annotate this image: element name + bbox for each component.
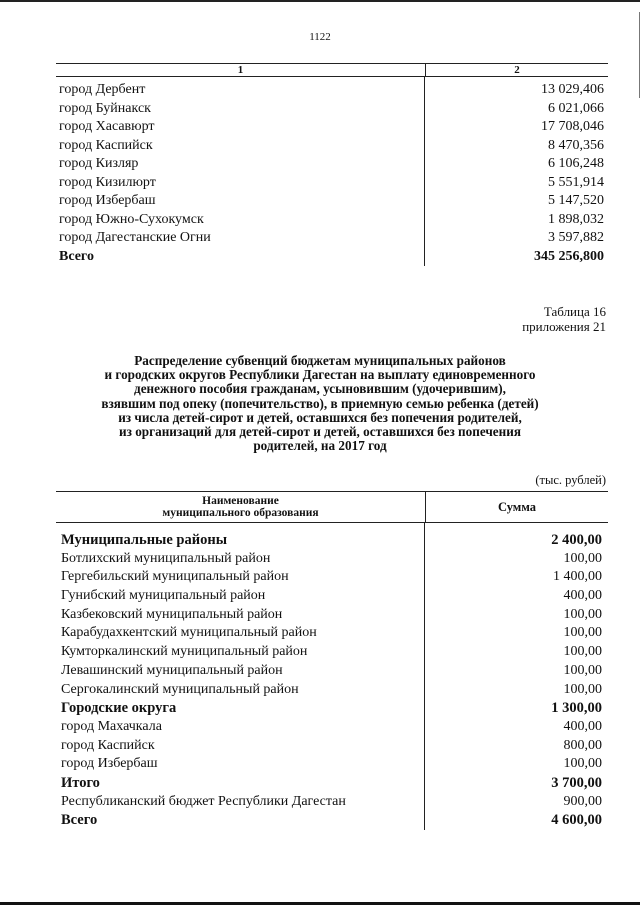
municipality-name: Республиканский бюджет Республики Дагестан [56, 793, 425, 812]
table-row-subtotal [56, 699, 608, 718]
municipality-name: город Южно-Сухокумск [56, 211, 425, 230]
table-body [56, 77, 608, 266]
municipality-name: город Махачкала [56, 718, 425, 737]
municipality-name: город Каспийск [56, 137, 425, 156]
amount-value: 400,00 [563, 718, 602, 734]
table-row [56, 155, 608, 174]
title-line: и городских округов Республики Дагестан на выплату единовременного [104, 367, 536, 383]
amount-value: 6 021,066 [548, 100, 604, 116]
table-header [56, 491, 608, 523]
amount-value: 5 147,520 [548, 193, 604, 208]
municipality-name: Кумторкалинский муниципальный район [56, 643, 425, 662]
title-line: из организаций для детей-сирот и детей, оставшихся без попечения [119, 424, 521, 440]
table-row [56, 755, 608, 774]
table-row [56, 248, 608, 267]
table-row [56, 192, 608, 211]
table-row-subtotal [56, 774, 608, 793]
table-row [56, 550, 608, 569]
municipality-name: Всего [56, 248, 425, 267]
municipality-name: город Каспийск [56, 737, 425, 756]
title-line: родителей, на 2017 год [253, 438, 387, 454]
amount-value: 6 106,248 [548, 156, 604, 171]
municipality-name: город Дагестанские Огни [56, 229, 425, 248]
table-row [56, 211, 608, 230]
municipality-name: Карабудахкентский муниципальный район [56, 624, 425, 643]
municipality-name: Сергокалинский муниципальный район [56, 681, 425, 700]
table-header [56, 63, 608, 77]
amount-value: 100,00 [563, 644, 602, 660]
amount-value: 400,00 [563, 588, 602, 604]
amount-value: 800,00 [563, 737, 602, 753]
title-line: из числа детей-сирот и детей, оставшихся без попечения родителей, [118, 409, 522, 425]
table-body [56, 523, 608, 830]
amount-value: 3 700,00 [551, 774, 602, 791]
municipality-name: город Избербаш [56, 755, 425, 774]
municipality-name: Муниципальные районы [56, 531, 425, 550]
table-row [56, 568, 608, 587]
table-number: Таблица 16 [543, 304, 606, 319]
municipality-name: Ботлихский муниципальный район [56, 550, 425, 569]
amount-value: 100,00 [563, 606, 602, 622]
amount-value: 1 300,00 [551, 700, 602, 717]
amount-value: 100,00 [563, 625, 602, 641]
table-row [56, 606, 608, 625]
amount-value: 100,00 [563, 662, 602, 678]
municipality-name: Гергебильский муниципальный район [56, 568, 425, 587]
table-row [56, 624, 608, 643]
amount-value: 100,00 [563, 681, 602, 697]
municipality-name: Итого [56, 774, 425, 793]
municipality-name: город Буйнакск [56, 100, 425, 119]
amount-value: 100,00 [563, 550, 602, 566]
municipality-name: Левашинский муниципальный район [56, 662, 425, 681]
municipality-name: Казбековский муниципальный район [56, 606, 425, 625]
units-label: (тыс. рублей) [535, 473, 606, 487]
amount-value: 3 597,882 [548, 230, 604, 245]
document-title [40, 354, 600, 453]
table-row-subtotal [56, 811, 608, 830]
table-row [56, 81, 608, 100]
table-row [56, 737, 608, 756]
column-header-name: Наименование муниципального образования [56, 492, 426, 522]
amount-value: 1 898,032 [548, 211, 604, 227]
municipality-name: город Избербаш [56, 192, 425, 211]
column-header-2: 2 [514, 64, 520, 76]
amount-value: 345 256,800 [534, 248, 604, 264]
title-line: денежного пособия гражданам, усыновившим (удочерившим), [134, 381, 506, 397]
title-line: Распределение субвенций бюджетам муниципальных районов [134, 353, 506, 368]
table-row [56, 643, 608, 662]
municipality-name: Городские округа [56, 699, 425, 718]
table-row [56, 174, 608, 193]
column-header-sum: Сумма [498, 499, 536, 514]
amount-value: 4 600,00 [551, 812, 602, 829]
municipality-name: город Кизляр [56, 155, 425, 174]
municipality-name: Гунибский муниципальный район [56, 587, 425, 606]
table-row [56, 137, 608, 156]
table-row [56, 587, 608, 606]
amount-value: 13 029,406 [541, 82, 604, 97]
amount-value: 17 708,046 [541, 119, 604, 134]
subsidy-distribution-table [56, 491, 608, 830]
municipality-name: город Дербент [56, 81, 425, 100]
table-row [56, 229, 608, 248]
municipality-name: город Хасавюрт [56, 118, 425, 137]
amount-value: 5 551,914 [548, 174, 604, 190]
municipality-name: Всего [56, 811, 425, 830]
page-number: 1122 [309, 31, 331, 43]
amount-value: 900,00 [563, 793, 602, 809]
table-row [56, 118, 608, 137]
table-row [56, 662, 608, 681]
table-reference [522, 304, 606, 334]
amount-value: 2 400,00 [551, 532, 602, 548]
table-row [56, 718, 608, 737]
table-row [56, 793, 608, 812]
amount-value: 1 400,00 [553, 569, 602, 585]
amount-value: 8 470,356 [548, 137, 604, 153]
title-line: взявшим под опеку (попечительство), в приемную семью ребенка (детей) [101, 395, 539, 411]
table-row [56, 681, 608, 700]
column-header-1: 1 [56, 64, 426, 76]
municipality-name: город Кизилюрт [56, 174, 425, 193]
continuation-table [56, 63, 608, 266]
appendix-number: приложения 21 [522, 319, 606, 334]
amount-value: 100,00 [563, 756, 602, 772]
scan-edge-top [0, 0, 640, 2]
table-row [56, 100, 608, 119]
table-row-subtotal [56, 531, 608, 550]
